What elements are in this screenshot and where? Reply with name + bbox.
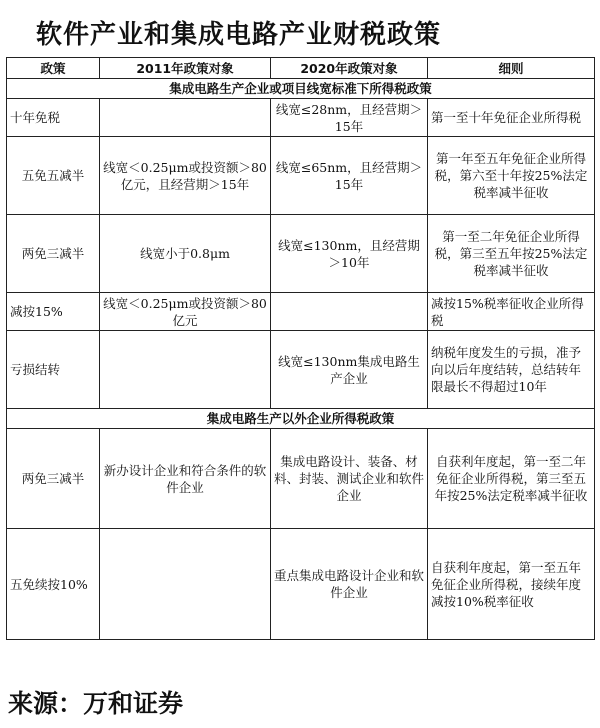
policy-table <box>6 57 595 640</box>
policy-cell: 减按15% <box>7 293 100 331</box>
header-row <box>7 58 595 79</box>
obj2020-cell: 线宽≤28nm，且经营期＞15年 <box>271 99 428 137</box>
section-title: 集成电路生产企业或项目线宽标准下所得税政策 <box>7 79 595 99</box>
obj2020-cell: 集成电路设计、装备、材料、封装、测试企业和软件企业 <box>271 429 428 529</box>
header-2011-object: 2011年政策对象 <box>100 58 271 79</box>
policy-cell: 五免五减半 <box>7 137 100 215</box>
obj2011-cell <box>100 331 271 409</box>
details-cell: 第一年至五年免征企业所得税，第六至十年按25%法定税率减半征收 <box>428 137 595 215</box>
source-note: 来源：万和证券 <box>8 689 184 718</box>
details-cell: 减按15%税率征收企业所得税 <box>428 293 595 331</box>
table-row <box>7 99 595 137</box>
header-policy: 政策 <box>7 58 100 79</box>
obj2020-cell: 重点集成电路设计企业和软件企业 <box>271 529 428 640</box>
section-row <box>7 409 595 429</box>
policy-cell: 两免三减半 <box>7 215 100 293</box>
section-title: 集成电路生产以外企业所得税政策 <box>7 409 595 429</box>
policy-cell: 十年免税 <box>7 99 100 137</box>
details-cell: 纳税年度发生的亏损，准予向以后年度结转，总结转年限最长不得超过10年 <box>428 331 595 409</box>
page-title: 软件产业和集成电路产业财税政策 <box>36 20 442 50</box>
obj2020-cell: 线宽≤130nm集成电路生产企业 <box>271 331 428 409</box>
details-cell: 自获利年度起，第一至五年免征企业所得税，接续年度减按10%税率征收 <box>428 529 595 640</box>
obj2011-cell: 线宽＜0.25μm或投资额＞80亿元，且经营期＞15年 <box>100 137 271 215</box>
policy-cell: 两免三减半 <box>7 429 100 529</box>
table-row <box>7 137 595 215</box>
details-cell: 第一至二年免征企业所得税，第三至五年按25%法定税率减半征收 <box>428 215 595 293</box>
table-row <box>7 429 595 529</box>
obj2011-cell: 线宽小于0.8μm <box>100 215 271 293</box>
obj2011-cell <box>100 529 271 640</box>
header-2020-object: 2020年政策对象 <box>271 58 428 79</box>
table-row <box>7 293 595 331</box>
details-cell: 第一至十年免征企业所得税 <box>428 99 595 137</box>
table-row <box>7 529 595 640</box>
obj2020-cell: 线宽≤130nm，且经营期＞10年 <box>271 215 428 293</box>
obj2020-cell <box>271 293 428 331</box>
table-row <box>7 331 595 409</box>
obj2011-cell: 新办设计企业和符合条件的软件企业 <box>100 429 271 529</box>
header-details: 细则 <box>428 58 595 79</box>
details-cell: 自获利年度起，第一至二年免征企业所得税，第三至五年按25%法定税率减半征收 <box>428 429 595 529</box>
policy-cell: 五免续按10% <box>7 529 100 640</box>
obj2020-cell: 线宽≤65nm，且经营期＞15年 <box>271 137 428 215</box>
table-row <box>7 215 595 293</box>
policy-cell: 亏损结转 <box>7 331 100 409</box>
obj2011-cell <box>100 99 271 137</box>
obj2011-cell: 线宽＜0.25μm或投资额＞80亿元 <box>100 293 271 331</box>
section-row <box>7 79 595 99</box>
